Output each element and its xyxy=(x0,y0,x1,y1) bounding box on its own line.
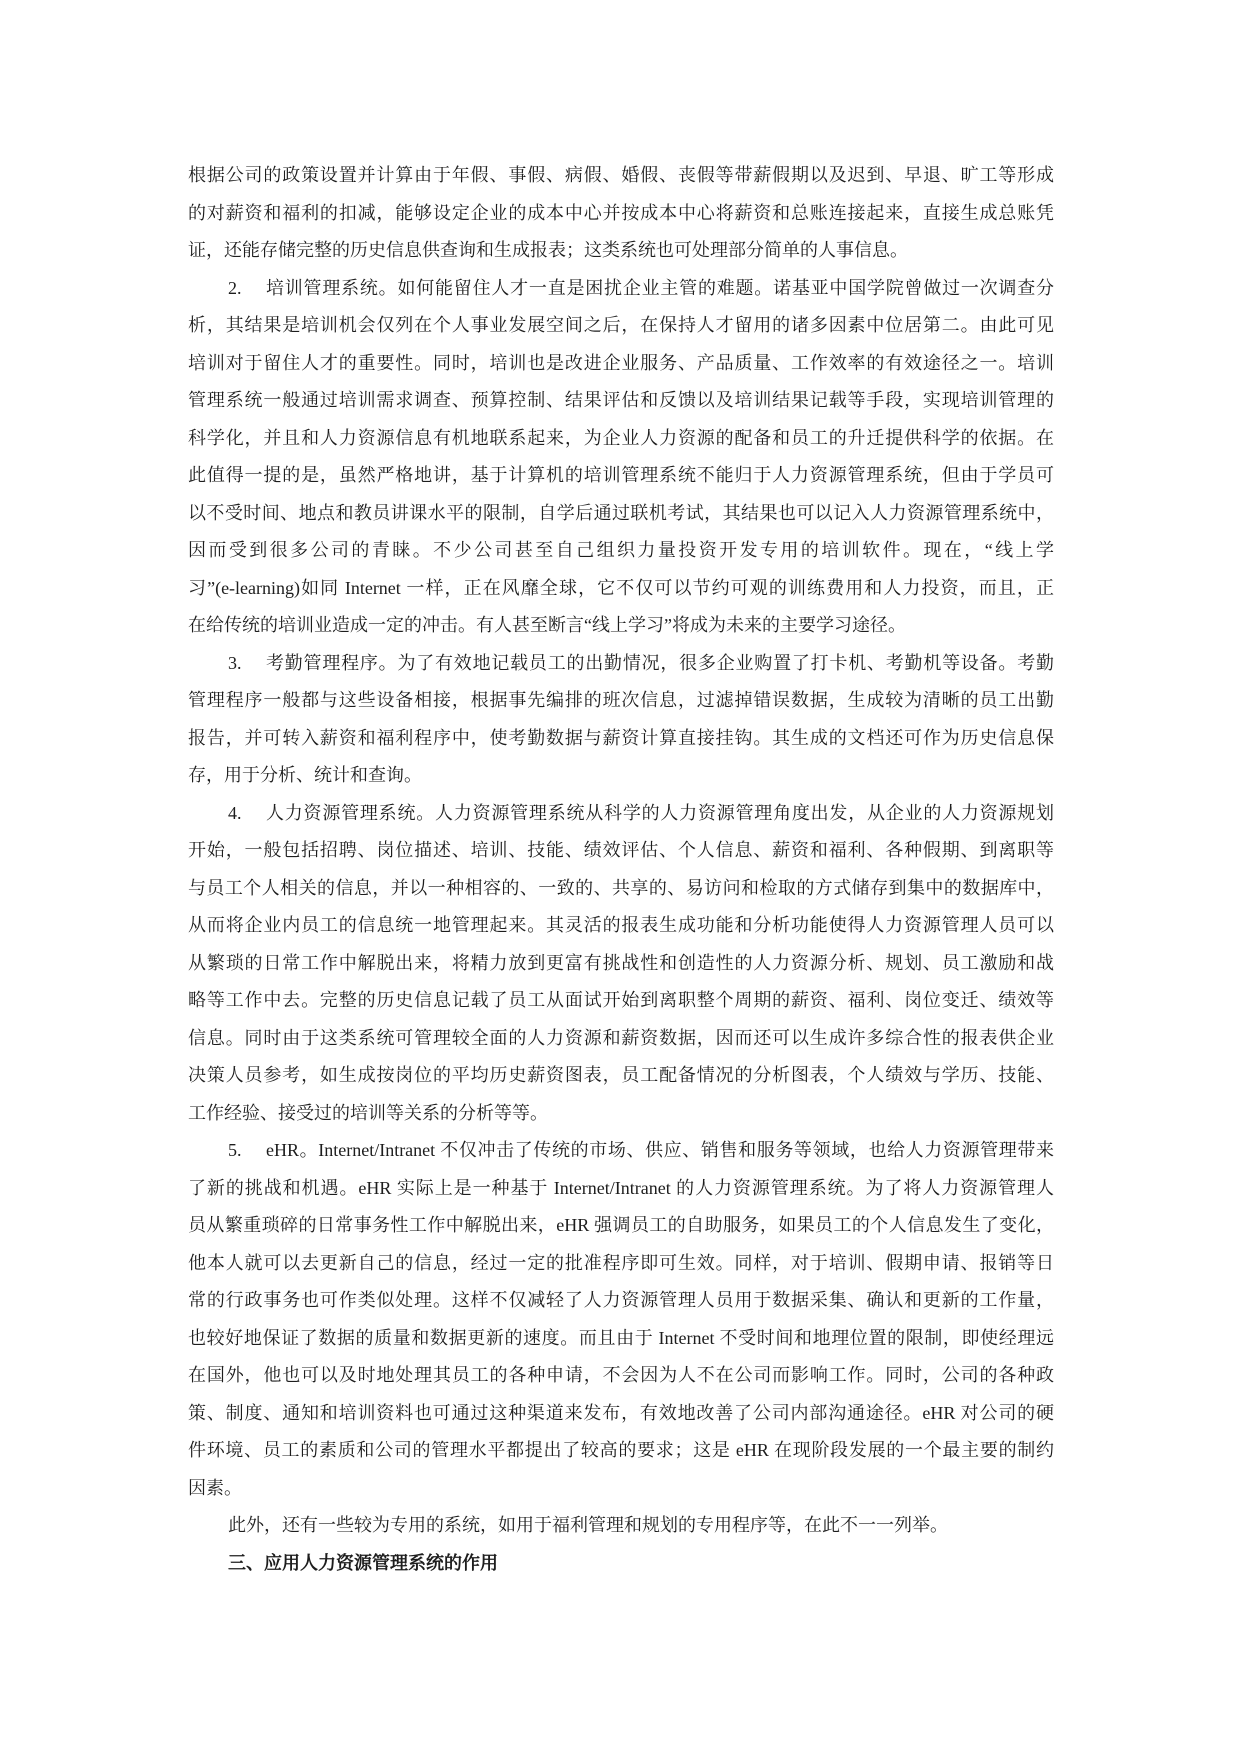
text-line: 员从繁重琐碎的日常事务性工作中解脱出来，eHR 强调员工的自助服务，如果员工的个人信息发生了变化， xyxy=(188,1215,1054,1235)
text-line: 培训对于留住人才的重要性。同时，培训也是改进企业服务、产品质量、工作效率的有效途径之一。培训 xyxy=(188,352,1054,373)
text-line: 了新的挑战和机遇。eHR 实际上是一种基于 Internet/Intranet 的人力资源管理系统。为了将人力资源管理人 xyxy=(188,1177,1054,1198)
text-line: 科学化，并且和人力资源信息有机地联系起来，为企业人力资源的配备和员工的升迁提供科学的依据。在 xyxy=(188,427,1054,448)
text-line: 开始，一般包括招聘、岗位描述、培训、技能、绩效评估、个人信息、薪资和福利、各种假期、到离职等 xyxy=(188,840,1054,860)
text-line-content: 考勤管理程序。为了有效地记载员工的出勤情况，很多企业购置了打卡机、考勤机等设备。考勤 xyxy=(266,652,1054,673)
page-body xyxy=(188,157,1054,1582)
text-line: 因素。 xyxy=(188,1477,242,1498)
list-item-attendance-program xyxy=(188,645,1054,795)
text-line xyxy=(188,795,1054,833)
item-number: 4. xyxy=(228,802,242,823)
text-line: 管理程序一般都与这些设备相接，根据事先编排的班次信息，过滤掉错误数据，生成较为清晰的员工出勤 xyxy=(188,690,1054,710)
text-line: 在给传统的培训业造成一定的冲击。有人甚至断言“线上学习”将成为未来的主要学习途径。 xyxy=(188,615,906,635)
paragraph-closing xyxy=(188,1507,1054,1545)
text-line: 析，其结果是培训机会仅列在个人事业发展空间之后，在保持人才留用的诸多因素中位居第二。由此可见 xyxy=(188,315,1054,335)
text-line-content: 培训管理系统。如何能留住人才一直是困扰企业主管的难题。诺基亚中国学院曾做过一次调查分 xyxy=(266,277,1054,298)
text-line-content: eHR。Internet/Intranet 不仅冲击了传统的市场、供应、销售和服务等领域，也给人力资源管理带来 xyxy=(266,1140,1054,1160)
item-number: 3. xyxy=(228,652,242,673)
list-item-ehr xyxy=(188,1132,1054,1507)
text-line: 信息。同时由于这类系统可管理较全面的人力资源和薪资数据，因而还可以生成许多综合性的报表供企业 xyxy=(188,1027,1054,1048)
text-line xyxy=(188,645,1054,683)
text-line: 从繁琐的日常工作中解脱出来，将精力放到更富有挑战性和创造性的人力资源分析、规划、员工激励和战 xyxy=(188,952,1054,973)
text-line: 在国外，他也可以及时地处理其员工的各种申请，不会因为人不在公司而影响工作。同时，公司的各种政 xyxy=(188,1365,1054,1385)
text-line xyxy=(188,1132,1054,1170)
text-line: 证，还能存储完整的历史信息供查询和生成报表；这类系统也可处理部分简单的人事信息。 xyxy=(188,240,908,260)
text-line: 从而将企业内员工的信息统一地管理起来。其灵活的报表生成功能和分析功能使得人力资源管理人员可以 xyxy=(188,915,1054,935)
text-line: 管理系统一般通过培训需求调查、预算控制、结果评估和反馈以及培训结果记载等手段，实现培训管理的 xyxy=(188,390,1054,410)
text-line: 因而受到很多公司的青睐。不少公司甚至自己组织力量投资开发专用的培训软件。现在，“线上学 xyxy=(188,540,1054,560)
text-line: 工作经验、接受过的培训等关系的分析等等。 xyxy=(188,1102,548,1123)
list-item-training-system xyxy=(188,270,1054,645)
item-number: 2. xyxy=(228,277,242,298)
text-line: 略等工作中去。完整的历史信息记载了员工从面试开始到离职整个周期的薪资、福利、岗位变迁、绩效等 xyxy=(188,990,1054,1010)
text-line: 的对薪资和福利的扣减，能够设定企业的成本中心并按成本中心将薪资和总账连接起来，直接生成总账凭 xyxy=(188,202,1054,223)
text-line: 习”(e-learning)如同 Internet 一样，正在风靡全球，它不仅可以节约可观的训练费用和人力投资，而且，正 xyxy=(188,577,1054,598)
text-line: 此外，还有一些较为专用的系统，如用于福利管理和规划的专用程序等，在此不一一列举。 xyxy=(228,1515,948,1535)
text-line: 策、制度、通知和培训资料也可通过这种渠道来发布，有效地改善了公司内部沟通途径。eHR 对公司的硬 xyxy=(188,1402,1054,1423)
text-line: 也较好地保证了数据的质量和数据更新的速度。而且由于 Internet 不受时间和地理位置的限制，即使经理远 xyxy=(188,1327,1054,1348)
section-heading: 三、应用人力资源管理系统的作用 xyxy=(228,1552,498,1573)
text-line: 决策人员参考，如生成按岗位的平均历史薪资图表，员工配备情况的分析图表，个人绩效与学历、技能、 xyxy=(188,1065,1054,1085)
paragraph-intro xyxy=(188,157,1054,270)
text-line: 以不受时间、地点和教员讲课水平的限制，自学后通过联机考试，其结果也可以记入人力资源管理系统中， xyxy=(188,502,1054,523)
text-line: 此值得一提的是，虽然严格地讲，基于计算机的培训管理系统不能归于人力资源管理系统，但由于学员可 xyxy=(188,465,1054,485)
text-line: 存，用于分析、统计和查询。 xyxy=(188,765,422,785)
list-item-hr-management-system xyxy=(188,795,1054,1133)
text-line: 报告，并可转入薪资和福利程序中，使考勤数据与薪资计算直接挂钩。其生成的文档还可作为历史信息保 xyxy=(188,727,1054,748)
text-line: 他本人就可以去更新自己的信息，经过一定的批准程序即可生效。同样，对于培训、假期申请、报销等日 xyxy=(188,1252,1054,1273)
text-line: 与员工个人相关的信息，并以一种相容的、一致的、共享的、易访问和检取的方式储存到集中的数据库中， xyxy=(188,877,1054,898)
text-line xyxy=(188,270,1054,308)
item-number: 5. xyxy=(228,1140,242,1160)
text-line: 根据公司的政策设置并计算由于年假、事假、病假、婚假、丧假等带薪假期以及迟到、早退、旷工等形成 xyxy=(188,165,1054,185)
text-line: 件环境、员工的素质和公司的管理水平都提出了较高的要求；这是 eHR 在现阶段发展的一个最主要的制约 xyxy=(188,1440,1054,1460)
text-line-content: 人力资源管理系统。人力资源管理系统从科学的人力资源管理角度出发，从企业的人力资源规划 xyxy=(266,802,1054,823)
text-line: 常的行政事务也可作类似处理。这样不仅减轻了人力资源管理人员用于数据采集、确认和更新的工作量， xyxy=(188,1290,1054,1310)
